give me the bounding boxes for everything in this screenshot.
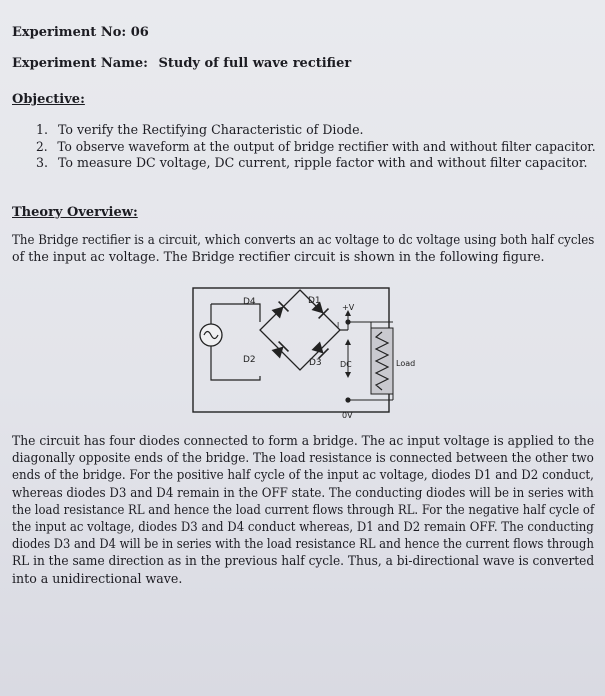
label-plus-v: +V bbox=[342, 303, 355, 312]
outer-wire bbox=[193, 288, 389, 412]
label-d2: D2 bbox=[243, 355, 256, 365]
label-dc: DC bbox=[340, 360, 352, 369]
circuit-line: diodes D3 and D4 will be in series with the load resistance RL and hence the current flows through bbox=[12, 536, 594, 552]
objective-heading: Objective: bbox=[12, 92, 85, 107]
circuit-line: whereas diodes D3 and D4 remain in the OFF state. The conducting diodes will be in series with bbox=[12, 484, 594, 500]
circuit-line: the load resistance RL and hence the load current flows through RL. For the negative half cycle of bbox=[12, 501, 595, 517]
circuit-paragraph bbox=[12, 432, 594, 587]
objective-item-2 bbox=[36, 139, 596, 154]
load-resistor-body bbox=[371, 328, 393, 394]
experiment-name: Study of full wave rectifier bbox=[158, 56, 352, 71]
label-d4: D4 bbox=[243, 297, 256, 307]
theory-line: of the input ac voltage. The Bridge rectifier circuit is shown in the following figure. bbox=[12, 249, 545, 265]
objective-item-1 bbox=[36, 122, 364, 137]
objective-text: To verify the Rectifying Characteristic of Diode. bbox=[58, 122, 364, 137]
circuit-line: diagonally opposite ends of the bridge. The load resistance is connected between the other two bbox=[12, 450, 594, 466]
circuit-line: ends of the bridge. For the positive half cycle of the input ac voltage, diodes D1 and D2 conduct, bbox=[12, 467, 594, 483]
label-load: Load bbox=[396, 359, 416, 368]
dc-arrow-up-icon bbox=[345, 339, 351, 345]
objective-item-3 bbox=[36, 155, 588, 170]
objective-number: 3. bbox=[36, 155, 49, 170]
circuit-line: The circuit has four diodes connected to form a bridge. The ac input voltage is applied to the bbox=[12, 433, 595, 448]
dc-arrow-down-icon bbox=[345, 372, 351, 378]
objective-text: To observe waveform at the output of bridge rectifier with and without filter capacitor. bbox=[57, 139, 596, 154]
circuit-line: into a unidirectional wave. bbox=[12, 570, 183, 586]
objective-text: To measure DC voltage, DC current, ripple factor with and without filter capacitor. bbox=[58, 155, 588, 170]
objective-number: 2. bbox=[36, 139, 48, 154]
experiment-name-line bbox=[12, 56, 351, 71]
circuit-line: the input ac voltage, diodes D3 and D4 conduct whereas, D1 and D2 remain OFF. The conducting bbox=[12, 519, 594, 535]
label-d3: D3 bbox=[309, 358, 322, 368]
theory-line: The Bridge rectifier is a circuit, which converts an ac voltage to dc voltage using both half cycles bbox=[12, 232, 595, 247]
circuit-line: RL in the same direction as in the previous half cycle. Thus, a bi-directional wave is converted bbox=[12, 553, 595, 569]
label-current: I bbox=[337, 321, 340, 330]
label-d1: D1 bbox=[308, 296, 321, 306]
objective-number: 1. bbox=[36, 122, 49, 137]
label-zero-v: 0V bbox=[342, 411, 353, 420]
experiment-number: Experiment No: 06 bbox=[12, 25, 149, 40]
bridge-diamond bbox=[260, 290, 340, 370]
theory-heading: Theory Overview: bbox=[12, 205, 138, 220]
theory-paragraph bbox=[12, 231, 594, 265]
experiment-name-label: Experiment Name: bbox=[12, 56, 148, 71]
bridge-rectifier-diagram bbox=[185, 282, 430, 427]
